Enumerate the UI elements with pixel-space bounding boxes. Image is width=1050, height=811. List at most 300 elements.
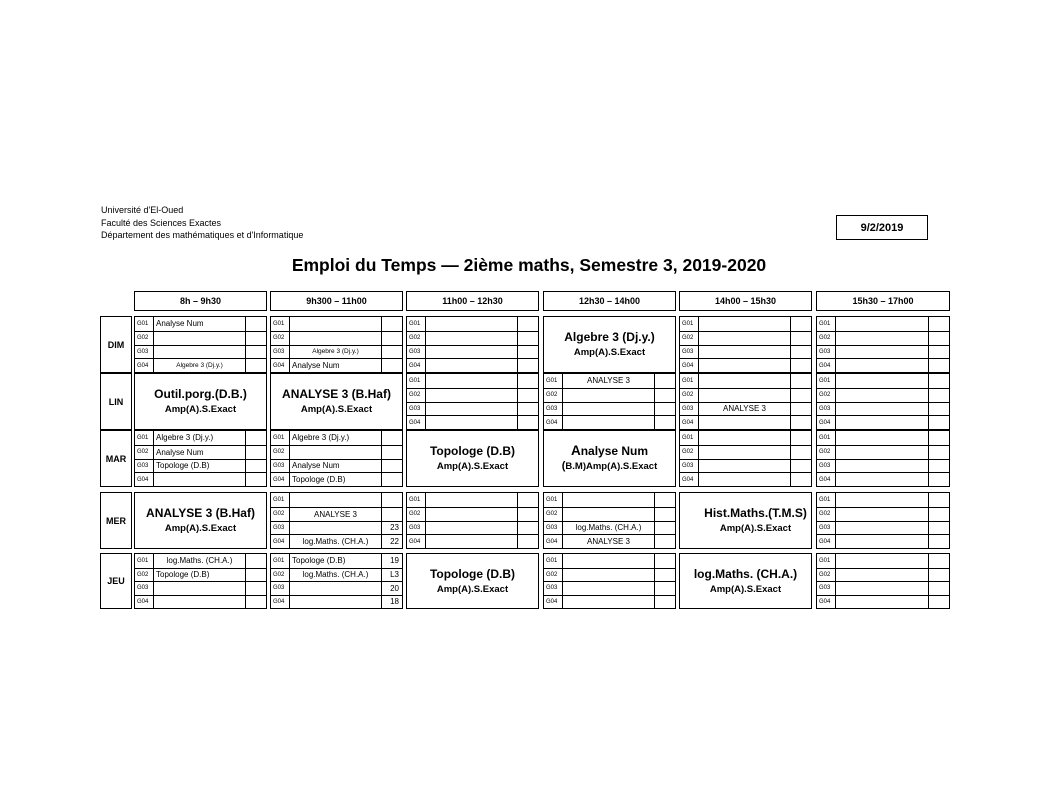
room-number: [518, 522, 538, 535]
room-number: [655, 554, 675, 568]
course-name: [426, 522, 518, 535]
group-id: G01: [407, 317, 426, 331]
day-label: LIN: [100, 373, 132, 430]
group-row: [544, 507, 675, 521]
group-id: G03: [817, 403, 836, 416]
group-id: G04: [135, 473, 154, 486]
room-number: [382, 446, 402, 459]
group-row: [817, 431, 949, 445]
course-name: Topologe (D.B): [290, 473, 382, 486]
room-number: [929, 416, 949, 429]
group-id: G03: [817, 582, 836, 595]
group-id: G01: [817, 493, 836, 507]
group-row: [817, 402, 949, 416]
course-name: [290, 493, 382, 507]
room-number: [246, 359, 266, 372]
course-name: Analyse Num: [154, 317, 246, 331]
page-title: Emploi du Temps — 2ième maths, Semestre 3, 2019-2020: [291, 255, 767, 275]
course-name: log.Maths. (CH.A.): [154, 554, 246, 568]
session-cell: [270, 373, 403, 430]
room-number: [382, 493, 402, 507]
course-name: [699, 332, 791, 345]
group-row: [817, 568, 949, 582]
group-id: G01: [135, 431, 154, 445]
group-id: G04: [680, 473, 699, 486]
room-number: [382, 346, 402, 359]
group-row: [680, 331, 811, 345]
group-cell: [816, 430, 950, 487]
group-id: G03: [135, 346, 154, 359]
group-row: [271, 581, 402, 595]
group-id: G01: [680, 317, 699, 331]
course-title: Topologe (D.B): [429, 566, 516, 581]
room-number: [929, 508, 949, 521]
course-name: [836, 508, 929, 521]
room-number: [382, 508, 402, 521]
room-number: [929, 359, 949, 372]
group-row: [817, 415, 949, 429]
course-name: [426, 374, 518, 388]
room-number: [791, 416, 811, 429]
group-id: G02: [407, 508, 426, 521]
group-cell: [543, 553, 676, 609]
room-number: 19: [390, 556, 399, 566]
room-number: [246, 554, 266, 568]
group-row: [680, 445, 811, 459]
session-cell: [134, 492, 267, 549]
course-name: [836, 535, 929, 548]
room-number: [791, 374, 811, 388]
room-number: [382, 317, 402, 331]
course-name: [699, 431, 791, 445]
course-name: [836, 359, 929, 372]
group-id: G01: [271, 554, 290, 568]
group-id: G03: [407, 346, 426, 359]
day-label: DIM: [100, 316, 132, 373]
group-cell: [270, 492, 403, 549]
group-id: G02: [271, 508, 290, 521]
group-row: [680, 358, 811, 372]
course-name: [563, 416, 655, 429]
group-id: G01: [135, 554, 154, 568]
group-row: [817, 358, 949, 372]
group-id: G01: [817, 374, 836, 388]
group-id: G04: [135, 596, 154, 609]
room-number: [791, 446, 811, 459]
group-row: [544, 581, 675, 595]
group-row: [680, 415, 811, 429]
group-row: [135, 431, 266, 445]
course-name: [699, 359, 791, 372]
course-name: [426, 416, 518, 429]
group-id: G02: [544, 569, 563, 582]
group-id: G01: [407, 493, 426, 507]
course-title: Outil.porg.(D.B.): [154, 387, 247, 401]
group-row: [817, 388, 949, 402]
course-location: Amp(A).S.Exact: [719, 523, 792, 534]
course-name: Algebre 3 (Dj.y.): [154, 359, 246, 372]
course-name: [836, 554, 929, 568]
session-cell: [543, 316, 676, 373]
group-id: G04: [544, 535, 563, 548]
course-name: [563, 403, 655, 416]
room-number: [791, 389, 811, 402]
group-row: [817, 445, 949, 459]
group-id: G01: [680, 431, 699, 445]
slot-header: 9h300 – 11h00: [270, 291, 403, 311]
room-number: [929, 317, 949, 331]
course-name: [699, 416, 791, 429]
group-id: G02: [135, 446, 154, 459]
group-row: [135, 595, 266, 609]
course-title-rest: nalyse Num: [580, 444, 649, 458]
course-location: Amp(A).S.Exact: [709, 583, 782, 595]
group-row: [407, 402, 538, 416]
group-row: [407, 388, 538, 402]
group-row: [680, 459, 811, 473]
group-row: [544, 521, 675, 535]
room-number: [518, 317, 538, 331]
slot-header: 8h – 9h30: [134, 291, 267, 311]
group-row: [680, 374, 811, 388]
course-name: [836, 473, 929, 486]
course-name: Analyse Num: [154, 446, 246, 459]
group-cell: [679, 373, 812, 430]
course-title: ANALYSE 3 (B.Haf): [146, 506, 255, 520]
group-id: G02: [271, 446, 290, 459]
course-name: [836, 431, 929, 445]
group-row: [817, 459, 949, 473]
room-number: [791, 460, 811, 473]
room-number: [246, 317, 266, 331]
group-row: [817, 331, 949, 345]
room-number: [655, 374, 675, 388]
room-number: [791, 473, 811, 486]
group-id: G04: [544, 596, 563, 609]
group-row: [271, 331, 402, 345]
group-row: [135, 317, 266, 331]
group-cell: [816, 492, 950, 549]
course-name: [426, 317, 518, 331]
course-name: ANALYSE 3: [699, 403, 791, 416]
group-id: G01: [817, 554, 836, 568]
room-number: [518, 346, 538, 359]
room-number: [929, 554, 949, 568]
group-row: [407, 358, 538, 372]
group-row: [544, 493, 675, 507]
room-number: 22: [390, 537, 399, 547]
group-id: G02: [271, 569, 290, 582]
room-number: [791, 403, 811, 416]
course-title: [571, 443, 648, 459]
group-id: G02: [680, 446, 699, 459]
course-name: [154, 332, 246, 345]
group-id: G02: [817, 508, 836, 521]
course-name: [836, 460, 929, 473]
course-name: Analyse Num: [290, 460, 382, 473]
room-number: [246, 569, 266, 582]
room-number: [518, 403, 538, 416]
room-number: [655, 596, 675, 609]
course-name: [836, 569, 929, 582]
group-row: [271, 472, 402, 486]
group-cell: [134, 553, 267, 609]
session-cell: [406, 553, 539, 609]
course-name: [154, 596, 246, 609]
room-number: 20: [390, 583, 399, 593]
room-number: [518, 359, 538, 372]
course-name: ANALYSE 3: [563, 374, 655, 388]
course-name: [426, 359, 518, 372]
course-name: [154, 473, 246, 486]
room-number: [929, 389, 949, 402]
group-id: G04: [817, 535, 836, 548]
group-id: G04: [680, 416, 699, 429]
course-name: [699, 346, 791, 359]
course-title: Hist.Maths.(T.M.S): [704, 506, 807, 520]
course-name: [290, 332, 382, 345]
slot-header: 11h00 – 12h30: [406, 291, 539, 311]
group-row: [271, 358, 402, 372]
group-id: G02: [817, 446, 836, 459]
group-row: [817, 493, 949, 507]
department-name: Département des mathématiques et d'Informatique: [101, 230, 304, 240]
room-number: [655, 416, 675, 429]
room-number: [246, 582, 266, 595]
room-number: [655, 403, 675, 416]
course-title: ANALYSE 3 (B.Haf): [282, 387, 391, 401]
faculty-name: Faculté des Sciences Exactes: [101, 217, 222, 228]
group-row: [544, 534, 675, 548]
day-label: JEU: [100, 553, 132, 609]
group-row: [817, 345, 949, 359]
group-id: G04: [271, 359, 290, 372]
group-row: [544, 568, 675, 582]
group-row: [271, 493, 402, 507]
group-row: [817, 595, 949, 609]
group-id: G01: [135, 317, 154, 331]
course-location-prefix: (: [561, 460, 566, 472]
course-name: [836, 446, 929, 459]
course-name: [290, 522, 382, 535]
group-row: [135, 581, 266, 595]
group-row: [271, 317, 402, 331]
group-row: [135, 472, 266, 486]
group-cell: [816, 553, 950, 609]
group-row: [135, 568, 266, 582]
course-name: [836, 522, 929, 535]
room-number: [246, 332, 266, 345]
group-cell: [543, 373, 676, 430]
room-number: [655, 535, 675, 548]
course-name: [563, 508, 655, 521]
group-cell: [543, 492, 676, 549]
course-location: Amp(A).S.Exact: [300, 404, 373, 415]
room-number: [246, 460, 266, 473]
group-cell: [679, 316, 812, 373]
course-location-rest: B.M)Amp(A).S.Exact: [565, 461, 658, 472]
course-name: [836, 582, 929, 595]
course-title: Algebre 3 (Dj.y.): [564, 330, 655, 344]
group-cell: [270, 316, 403, 373]
group-cell: [679, 430, 812, 487]
room-number: L3: [390, 570, 399, 580]
university-name: Université d'El-Oued: [101, 205, 184, 215]
room-number: [246, 473, 266, 486]
group-row: [407, 345, 538, 359]
group-row: [271, 445, 402, 459]
room-number: [246, 596, 266, 609]
group-id: G04: [407, 416, 426, 429]
course-name: [699, 374, 791, 388]
group-row: [817, 374, 949, 388]
group-row: [135, 554, 266, 568]
group-row: [135, 345, 266, 359]
course-title-initial: A: [570, 443, 581, 458]
room-number: [246, 346, 266, 359]
room-number: [246, 446, 266, 459]
course-name: [836, 403, 929, 416]
course-name: Algebre 3 (Dj.y.): [154, 431, 246, 445]
course-name: [426, 389, 518, 402]
course-name: [426, 508, 518, 521]
group-id: G03: [407, 403, 426, 416]
group-id: G04: [544, 416, 563, 429]
group-row: [817, 554, 949, 568]
group-id: G02: [817, 569, 836, 582]
room-number: [655, 569, 675, 582]
room-number: [791, 359, 811, 372]
group-id: G02: [817, 332, 836, 345]
course-location: Amp(A).S.Exact: [164, 523, 237, 534]
group-row: [271, 521, 402, 535]
group-id: G03: [271, 346, 290, 359]
course-name: log.Maths. (CH.A.): [563, 522, 655, 535]
session-cell: [679, 492, 812, 549]
course-name: [563, 596, 655, 609]
group-id: G03: [817, 460, 836, 473]
room-number: [929, 493, 949, 507]
group-id: G03: [407, 522, 426, 535]
room-number: [518, 535, 538, 548]
group-id: G01: [407, 374, 426, 388]
group-id: G01: [544, 374, 563, 388]
course-name: Analyse Num: [290, 359, 382, 372]
course-name: [154, 346, 246, 359]
group-id: G03: [817, 346, 836, 359]
course-name: [563, 569, 655, 582]
group-row: [680, 402, 811, 416]
group-id: G04: [817, 596, 836, 609]
course-name: [836, 493, 929, 507]
course-name: [154, 582, 246, 595]
group-row: [271, 459, 402, 473]
room-number: [655, 582, 675, 595]
group-row: [271, 534, 402, 548]
room-number: [929, 346, 949, 359]
course-name: [836, 389, 929, 402]
group-id: G01: [680, 374, 699, 388]
group-row: [544, 402, 675, 416]
group-cell: [134, 316, 267, 373]
course-name: [563, 582, 655, 595]
group-id: G01: [817, 431, 836, 445]
group-id: G02: [135, 332, 154, 345]
group-row: [680, 388, 811, 402]
group-id: G02: [135, 569, 154, 582]
institution-header: [101, 204, 303, 242]
slot-header: 15h30 – 17h00: [816, 291, 950, 311]
room-number: [518, 508, 538, 521]
group-id: G02: [680, 389, 699, 402]
room-number: [929, 446, 949, 459]
group-row: [407, 317, 538, 331]
course-name: [699, 473, 791, 486]
group-id: G03: [271, 460, 290, 473]
group-cell: [406, 492, 539, 549]
course-location: Amp(A).S.Exact: [573, 347, 646, 358]
course-name: [426, 403, 518, 416]
room-number: [382, 332, 402, 345]
room-number: [929, 582, 949, 595]
slot-header: 12h30 – 14h00: [543, 291, 676, 311]
group-id: G03: [135, 460, 154, 473]
group-id: G03: [271, 522, 290, 535]
course-name: [563, 554, 655, 568]
group-id: G01: [271, 431, 290, 445]
group-id: G01: [544, 554, 563, 568]
room-number: [382, 473, 402, 486]
group-row: [135, 459, 266, 473]
day-label: MER: [100, 492, 132, 549]
group-id: G02: [680, 332, 699, 345]
room-number: [929, 569, 949, 582]
course-title: log.Maths. (CH.A.): [693, 566, 798, 581]
room-number: [246, 431, 266, 445]
group-row: [271, 595, 402, 609]
room-number: [382, 431, 402, 445]
course-name: Algebre 3 (Dj.y.): [290, 346, 382, 359]
group-id: G03: [680, 346, 699, 359]
group-id: G02: [544, 389, 563, 402]
group-id: G03: [271, 582, 290, 595]
group-id: G02: [544, 508, 563, 521]
room-number: [929, 596, 949, 609]
group-row: [544, 595, 675, 609]
group-row: [271, 345, 402, 359]
course-name: [426, 346, 518, 359]
group-id: G01: [544, 493, 563, 507]
group-row: [407, 534, 538, 548]
group-row: [817, 317, 949, 331]
slot-header: 14h00 – 15h30: [679, 291, 812, 311]
session-cell: [406, 430, 539, 487]
room-number: [791, 317, 811, 331]
group-row: [271, 568, 402, 582]
group-row: [817, 521, 949, 535]
group-id: G03: [817, 522, 836, 535]
group-row: [817, 581, 949, 595]
group-row: [271, 507, 402, 521]
room-number: [518, 389, 538, 402]
group-row: [544, 415, 675, 429]
group-id: G04: [271, 596, 290, 609]
course-name: Topologe (D.B): [154, 569, 246, 582]
room-number: [518, 416, 538, 429]
group-id: G04: [680, 359, 699, 372]
course-name: [836, 332, 929, 345]
group-row: [544, 374, 675, 388]
